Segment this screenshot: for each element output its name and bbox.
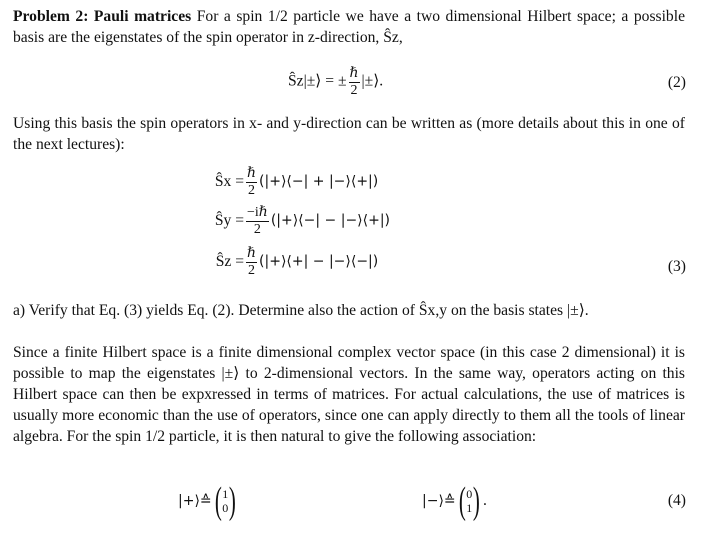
eq2-fraction bbox=[349, 66, 360, 98]
right-paren: ) bbox=[473, 480, 481, 522]
eq3-row-z bbox=[204, 246, 378, 278]
mapping-text: Since a finite Hilbert space is a finite dimensional complex vector space (in this case 2 dimensional) it is possible to map the eigenstates |±⟩ to 2-dimensional vectors. In the same way, operators acting on this Hilbert space can then be expxressed in terms of matrices. For actual calculations, the use of matrices is usually more economic than the use of operators, since one can apply directly to them all the tools of linear algebra. For the spin 1/2 particle, it is then natural to give the following association: bbox=[13, 344, 685, 445]
eq2-frac-den: 2 bbox=[350, 83, 358, 98]
equation-2 bbox=[288, 66, 383, 98]
eq3-y-fraction bbox=[246, 205, 269, 237]
eq4-minus-lhs: |−⟩≙ bbox=[422, 493, 456, 509]
eq3-x-fraction bbox=[246, 166, 257, 198]
eq3-x-rhs: (|+⟩⟨−| + |−⟩⟨+|) bbox=[259, 173, 379, 190]
eq2-rhs: |±⟩. bbox=[361, 72, 384, 90]
eq4-number: (4) bbox=[667, 492, 686, 509]
mapping-paragraph bbox=[13, 342, 685, 447]
minus-bot: 1 bbox=[466, 501, 473, 515]
minus-top: 0 bbox=[466, 487, 473, 501]
minus-end: . bbox=[482, 492, 487, 509]
eq3-row-x bbox=[204, 166, 378, 198]
eq3-y-den: 2 bbox=[253, 222, 261, 237]
pauli-intro-paragraph bbox=[13, 113, 685, 155]
eq3-z-num: ℏ bbox=[247, 246, 257, 261]
problem-intro bbox=[13, 6, 685, 48]
left-paren: ( bbox=[458, 480, 466, 522]
right-paren: ) bbox=[229, 480, 237, 522]
eq4-plus-lhs: |+⟩≙ bbox=[178, 493, 212, 509]
eq3-z-den: 2 bbox=[248, 263, 256, 278]
eq4-minus bbox=[422, 482, 487, 520]
part-a-text: a) Verify that Eq. (3) yields Eq. (2). Determine also the action of Ŝx,y on the basis states |±⟩. bbox=[13, 302, 589, 319]
plus-bot: 0 bbox=[222, 501, 229, 515]
minus-column-vector bbox=[466, 487, 472, 515]
eq3-y-rhs: (|+⟩⟨−| − |−⟩⟨+|) bbox=[270, 212, 391, 229]
eq3-number: (3) bbox=[667, 258, 686, 275]
eq2-frac-num: ℏ bbox=[349, 66, 359, 81]
eq4-plus bbox=[178, 482, 239, 520]
eq2-lhs: Ŝz|±⟩ = ± bbox=[288, 72, 347, 90]
eq3-x-lhs: Ŝx = bbox=[214, 172, 244, 190]
eq3-y-num: −iℏ bbox=[247, 205, 268, 220]
problem-heading: Problem 2: Pauli matrices bbox=[13, 8, 192, 25]
plus-column-vector bbox=[222, 487, 228, 515]
eq4-minus-expression bbox=[422, 482, 487, 520]
eq3-z-rhs: (|+⟩⟨+| − |−⟩⟨−|) bbox=[259, 253, 379, 270]
eq3-x-den: 2 bbox=[248, 183, 256, 198]
left-paren: ( bbox=[214, 480, 222, 522]
eq2-number: (2) bbox=[667, 74, 686, 91]
pauli-intro-text: Using this basis the spin operators in x- and y-direction can be written as (more details about this in one of the next lectures): bbox=[13, 115, 685, 153]
part-a-paragraph bbox=[13, 300, 685, 321]
eq3-y-lhs: Ŝy = bbox=[214, 211, 244, 229]
eq4-plus-expression bbox=[178, 482, 239, 520]
eq3-z-lhs: Ŝz = bbox=[215, 252, 244, 270]
eq3-z-fraction bbox=[246, 246, 257, 278]
eq3-row-y bbox=[204, 205, 390, 237]
plus-top: 1 bbox=[222, 487, 229, 501]
eq3-x-num: ℏ bbox=[247, 166, 257, 181]
problem-intro-text: For a spin 1/2 particle we have a two dimensional Hilbert space; a possible basis are the eigenstates of the spin operator in z-direction, Ŝz, bbox=[13, 8, 685, 46]
